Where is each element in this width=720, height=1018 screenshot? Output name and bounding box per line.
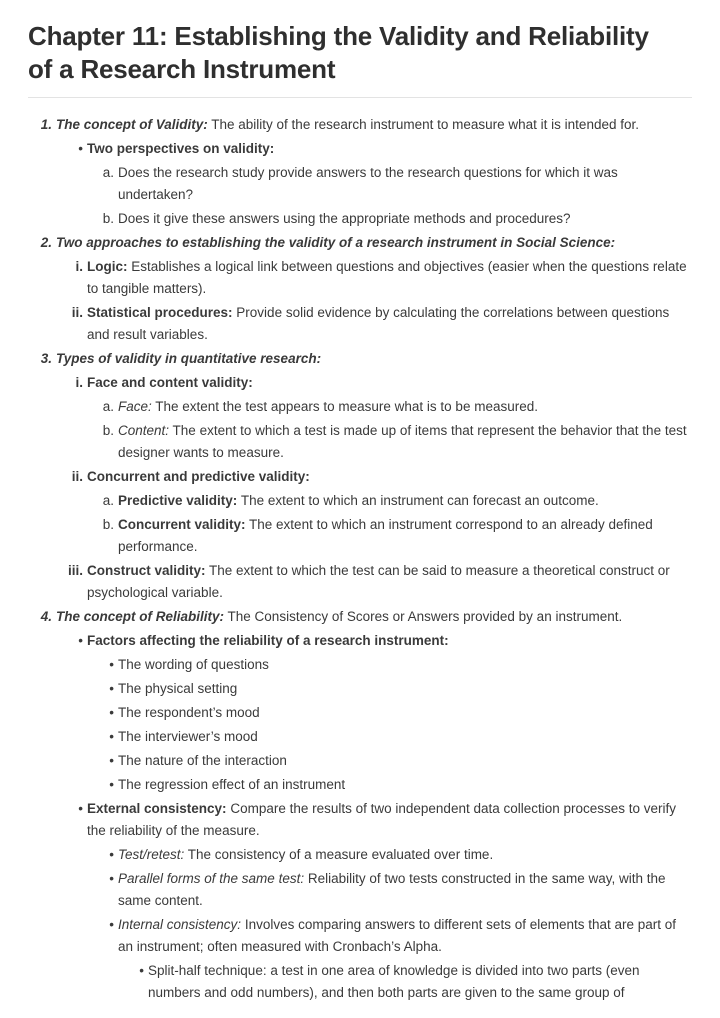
list-item-text	[87, 138, 692, 160]
list-marker: a.	[102, 493, 114, 508]
text-run: The extent to which a test is made up of items that represent the behavior that the test designer wants to measure.	[118, 423, 687, 460]
text-run: The nature of the interaction	[118, 753, 287, 768]
text-run: The Consistency of Scores or Answers provided by an instrument.	[224, 609, 623, 624]
text-run: Construct validity:	[87, 563, 206, 578]
bullet-marker: •	[78, 141, 83, 156]
text-run: Compare the results of two independent data collection processes to verify the reliability of the measure.	[87, 801, 677, 838]
list-item	[28, 466, 692, 488]
list-item	[28, 302, 692, 346]
list-marker: 3.	[40, 351, 52, 366]
list-marker: i.	[75, 259, 83, 274]
list-item	[28, 678, 692, 700]
text-run: Parallel forms of the same test:	[118, 871, 305, 886]
list-item	[28, 868, 692, 912]
text-run: The wording of questions	[118, 657, 269, 672]
bullet-marker: •	[109, 917, 114, 932]
text-run: Factors affecting the reliability of a research instrument:	[87, 633, 449, 648]
text-run: Two approaches to establishing the validity of a research instrument in Social Science:	[56, 235, 616, 250]
text-run: Predictive validity:	[118, 493, 238, 508]
bullet-marker: •	[109, 847, 114, 862]
list-item-text	[118, 162, 692, 206]
text-run: External consistency:	[87, 801, 227, 816]
list-item	[28, 844, 692, 866]
text-run: Does it give these answers using the appropriate methods and procedures?	[118, 211, 571, 226]
list-item	[28, 162, 692, 206]
list-item-text	[56, 348, 692, 370]
list-marker: ii.	[71, 469, 83, 484]
list-item-text	[118, 844, 692, 866]
list-item	[28, 630, 692, 652]
list-item	[28, 702, 692, 724]
list-item-text	[118, 396, 692, 418]
list-marker: a.	[102, 399, 114, 414]
bullet-marker: •	[109, 681, 114, 696]
list-item	[28, 726, 692, 748]
list-item-text	[118, 678, 692, 700]
text-run: Internal consistency:	[118, 917, 242, 932]
list-item-text	[87, 466, 692, 488]
text-run: Face and content validity:	[87, 375, 253, 390]
list-item-text	[87, 560, 692, 604]
list-item	[28, 606, 692, 628]
list-item-text	[56, 232, 692, 254]
list-item	[28, 490, 692, 512]
list-item	[28, 798, 692, 842]
list-item	[28, 654, 692, 676]
page-title	[28, 20, 692, 86]
list-item-text	[148, 960, 692, 1004]
list-item	[28, 372, 692, 394]
bullet-marker: •	[109, 753, 114, 768]
text-run: Types of validity in quantitative research:	[56, 351, 322, 366]
list-item-text	[118, 420, 692, 464]
text-run: The extent to which an instrument can forecast an outcome.	[237, 493, 599, 508]
list-item-text	[87, 372, 692, 394]
bullet-marker: •	[109, 657, 114, 672]
list-item	[28, 114, 692, 136]
list-marker: 4.	[40, 609, 52, 624]
list-item-text	[118, 914, 692, 958]
bullet-marker: •	[78, 633, 83, 648]
list-item	[28, 232, 692, 254]
text-run: The physical setting	[118, 681, 238, 696]
list-marker: 1.	[40, 117, 52, 132]
list-marker: a.	[102, 165, 114, 180]
list-item-text	[118, 868, 692, 912]
list-item	[28, 774, 692, 796]
text-run: Provide solid evidence by calculating the correlations between questions and result variables.	[87, 305, 670, 342]
list-item-text	[118, 654, 692, 676]
list-item	[28, 960, 692, 1004]
title-divider	[28, 97, 692, 98]
text-run: The consistency of a measure evaluated over time.	[184, 847, 494, 862]
list-item	[28, 138, 692, 160]
list-item	[28, 208, 692, 230]
list-item-text	[87, 256, 692, 300]
list-marker: i.	[75, 375, 83, 390]
text-run: Logic:	[87, 259, 128, 274]
text-run: Face:	[118, 399, 152, 414]
bullet-marker: •	[78, 801, 83, 816]
list-item-text	[87, 798, 692, 842]
text-run: The respondent’s mood	[118, 705, 260, 720]
list-item-text	[118, 774, 692, 796]
list-item-text	[118, 750, 692, 772]
list-item-text	[56, 114, 692, 136]
text-run: The ability of the research instrument to measure what it is intended for.	[207, 117, 639, 132]
list-marker: b.	[102, 423, 114, 438]
list-item-text	[118, 490, 692, 512]
text-run: Content:	[118, 423, 170, 438]
list-item	[28, 560, 692, 604]
text-run: Reliability of two tests constructed in the same way, with the same content.	[118, 871, 666, 908]
text-run: Does the research study provide answers to the research questions for which it was undertaken?	[118, 165, 618, 202]
text-run: The concept of Validity:	[56, 117, 208, 132]
list-marker: ii.	[71, 305, 83, 320]
list-item-text	[87, 630, 692, 652]
list-item-text	[118, 514, 692, 558]
bullet-marker: •	[109, 777, 114, 792]
text-run: Involves comparing answers to different sets of elements that are part of an instrument; often measured with Cronbach’s Alpha.	[118, 917, 677, 954]
text-run: The extent to which the test can be said to measure a theoretical construct or psychological variable.	[87, 563, 670, 600]
text-run: The extent to which an instrument correspond to an already defined performance.	[118, 517, 653, 554]
list-item-text	[56, 606, 692, 628]
text-run: Split-half technique: a test in one area of knowledge is divided into two parts (even numbers and odd numbers), and then both parts are given to the same group of	[148, 963, 640, 1000]
list-marker: 2.	[40, 235, 52, 250]
outline-list	[28, 114, 692, 1004]
text-run: Concurrent and predictive validity:	[87, 469, 310, 484]
bullet-marker: •	[139, 963, 144, 978]
text-run: Two perspectives on validity:	[87, 141, 275, 156]
text-run: Concurrent validity:	[118, 517, 246, 532]
list-item	[28, 348, 692, 370]
text-run: The interviewer’s mood	[118, 729, 258, 744]
list-item	[28, 396, 692, 418]
list-item	[28, 914, 692, 958]
list-marker: b.	[102, 211, 114, 226]
list-item	[28, 256, 692, 300]
text-run: The extent the test appears to measure what is to be measured.	[151, 399, 538, 414]
list-item-text	[87, 302, 692, 346]
list-item	[28, 420, 692, 464]
list-item-text	[118, 726, 692, 748]
bullet-marker: •	[109, 871, 114, 886]
text-run: Statistical procedures:	[87, 305, 233, 320]
list-marker: b.	[102, 517, 114, 532]
text-run: The regression effect of an instrument	[118, 777, 346, 792]
bullet-marker: •	[109, 729, 114, 744]
text-run: The concept of Reliability:	[56, 609, 225, 624]
list-item-text	[118, 702, 692, 724]
page-title-line-2: of a Research Instrument	[28, 54, 336, 84]
text-run: Test/retest:	[118, 847, 185, 862]
list-item	[28, 750, 692, 772]
list-item	[28, 514, 692, 558]
text-run: Establishes a logical link between questions and objectives (easier when the questions relate to tangible matters).	[87, 259, 687, 296]
bullet-marker: •	[109, 705, 114, 720]
list-item-text	[118, 208, 692, 230]
page-title-line-1: Chapter 11: Establishing the Validity and Reliability	[28, 21, 649, 51]
list-marker: iii.	[67, 563, 83, 578]
